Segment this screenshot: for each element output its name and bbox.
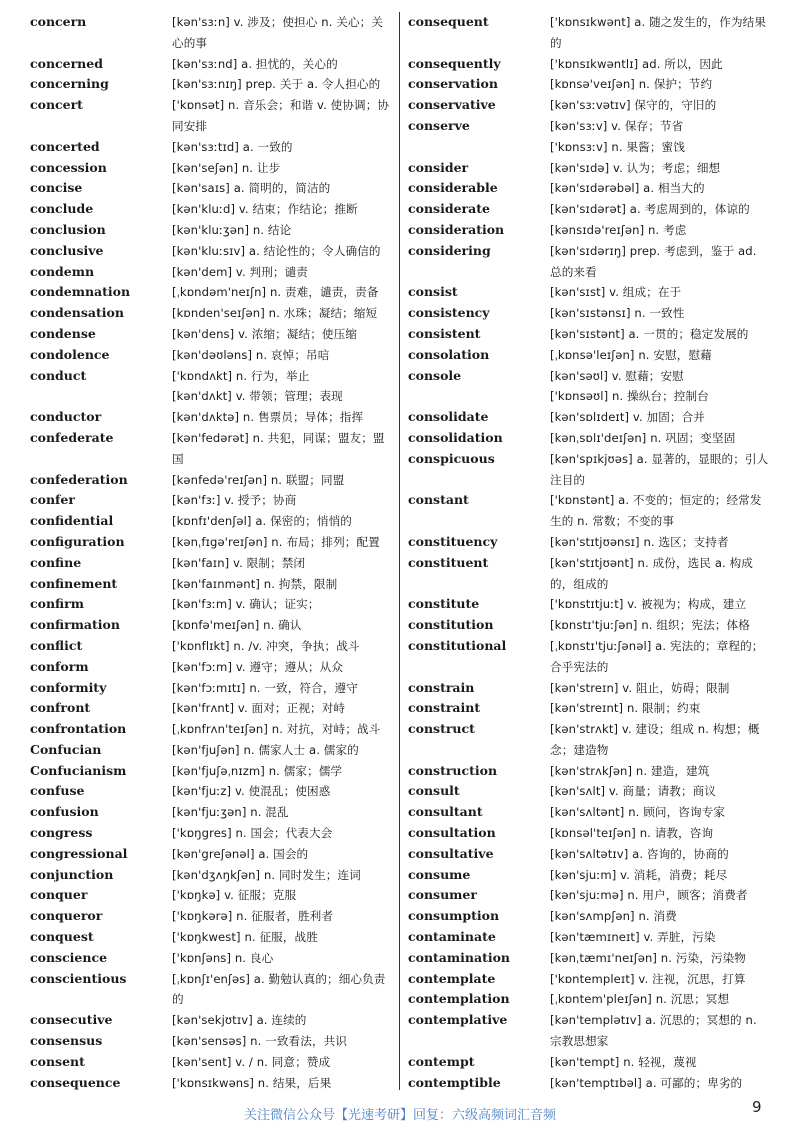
definition: [kən'sɒlɪdeɪt] v. 加固；合并 [550, 410, 705, 425]
headword: confirmation [30, 617, 120, 633]
entry-row [408, 594, 770, 615]
headword: concession [30, 159, 107, 175]
definition: [kən'fɔːmɪtɪ] n. 一致，符合，遵守 [172, 680, 358, 695]
entry-row [30, 470, 392, 491]
headword: confederation [30, 471, 128, 487]
headword: consolation [408, 346, 490, 362]
headword: conspicuous [408, 450, 495, 466]
headword: contaminate [408, 929, 496, 945]
entry-row [408, 386, 770, 407]
headword: consume [408, 866, 471, 882]
entry-row [30, 12, 392, 54]
definition: [kən'dʒʌŋkʃən] n. 同时发生；连词 [172, 867, 361, 882]
entry-row [30, 262, 392, 283]
definition: ['kɒŋgres] n. 国会；代表大会 [172, 826, 333, 841]
headword: consent [30, 1053, 85, 1069]
definition: [kən'fedərət] n. 共犯，同谋；盟友；盟国 [172, 430, 385, 466]
headword: considerable [408, 180, 498, 196]
headword: confinement [30, 575, 118, 591]
definition: [kɒnsə'veɪʃən] n. 保护；节约 [550, 77, 713, 92]
entry-row [408, 1073, 770, 1094]
headword: consultant [408, 804, 483, 820]
headword: conservative [408, 97, 496, 113]
entry-row [30, 927, 392, 948]
entry-row [30, 615, 392, 636]
entry-row [30, 324, 392, 345]
headword: conqueror [30, 908, 103, 924]
definition: [kən'frʌnt] v. 面对；正视；对峙 [172, 701, 346, 716]
headword: consistency [408, 305, 490, 321]
entry-row [30, 54, 392, 75]
entry-row [30, 802, 392, 823]
entry-row [30, 137, 392, 158]
entry-row [30, 199, 392, 220]
headword: constituency [408, 533, 498, 549]
definition: [kən'sɜːtɪd] a. 一致的 [172, 139, 293, 154]
definition: [kən'sɜːn] v. 涉及；使担心 n. 关心；关心的事 [172, 15, 384, 50]
definition: [kən'spɪkjʊəs] a. 显著的，显眼的；引人注目的 [550, 451, 769, 487]
headword: concert [30, 97, 83, 113]
entry-row [408, 865, 770, 886]
definition: [kən'sɪdərɪŋ] prep. 考虑到，鉴于 ad. 总的来看 [550, 243, 757, 279]
definition: ['kɒndʌkt] n. 行为，举止 [172, 368, 310, 383]
headword: consequence [30, 1074, 121, 1090]
headword: contemptible [408, 1074, 501, 1090]
headword: conclude [30, 201, 94, 217]
entry-row [408, 241, 770, 283]
definition: [kən'tæmɪneɪt] v. 弄脏，污染 [550, 930, 716, 945]
headword: consequently [408, 55, 501, 71]
entry-row [408, 1010, 770, 1052]
entry-row [30, 282, 392, 303]
entry-row [30, 178, 392, 199]
entry-row [30, 241, 392, 262]
definition: [kən'greʃənəl] a. 国会的 [172, 846, 309, 861]
entry-row [408, 407, 770, 428]
headword: condense [30, 325, 96, 341]
definition: [kən'stɪtjʊənt] n. 成份，选民 a. 构成的，组成的 [550, 555, 753, 591]
entry-row [30, 594, 392, 615]
headword: contemplate [408, 970, 496, 986]
page-number: 9 [752, 1098, 762, 1116]
entry-row [30, 553, 392, 574]
left-column [30, 12, 392, 1093]
headword: Confucian [30, 741, 102, 757]
entry-row [408, 761, 770, 782]
definition: [kən'sɪdərət] a. 考虑周到的，体谅的 [550, 202, 750, 217]
headword: contemplative [408, 1012, 508, 1028]
headword: consensus [30, 1033, 103, 1049]
definition: [ˌkɒntem'pleɪʃən] n. 沉思；冥想 [550, 992, 730, 1007]
entry-row [408, 199, 770, 220]
definition: [kən'streɪn] v. 阻止，妨碍；限制 [550, 680, 730, 695]
headword: conformity [30, 679, 107, 695]
definition: [kən'sɪdərəbəl] a. 相当大的 [550, 181, 705, 196]
headword: constraint [408, 700, 481, 716]
headword: confusion [30, 804, 99, 820]
definition: [kən'fjuːʒən] n. 混乱 [172, 805, 289, 820]
entry-row [408, 927, 770, 948]
headword: concern [30, 14, 87, 29]
definition: ['kɒnstənt] a. 不变的；恒定的；经常发生的 n. 常数；不变的事 [550, 493, 762, 529]
definition: [kən'sent] v. / n. 同意；赞成 [172, 1054, 331, 1069]
column-divider [399, 12, 400, 1090]
headword: conduct [30, 367, 87, 383]
entry-row [30, 74, 392, 95]
definition: ['kɒnsɜːv] n. 果酱；蜜饯 [550, 139, 685, 154]
definition: [kən'tempt] n. 轻视，蔑视 [550, 1054, 697, 1069]
definition: [kən'fɜːm] v. 确认；证实； [172, 597, 320, 612]
entry-row [30, 490, 392, 511]
headword: constant [408, 492, 469, 508]
entry-row [408, 1052, 770, 1073]
headword: considering [408, 242, 491, 258]
entry-row [30, 740, 392, 761]
entry-row [30, 407, 392, 428]
definition: ['kɒŋkərə] n. 征服者，胜利者 [172, 909, 334, 924]
headword: concise [30, 180, 83, 196]
entry-row [408, 490, 770, 532]
definition: [kən'sʌltətɪv] a. 咨询的，协商的 [550, 846, 729, 861]
definition: [kən'kluːd] v. 结束；作结论；推断 [172, 202, 358, 217]
definition: [kən'stɪtjʊənsɪ] n. 选区；支持者 [550, 534, 729, 549]
headword: consumer [408, 887, 477, 903]
entry-row [408, 137, 770, 158]
headword: configuration [30, 533, 125, 549]
entry-row [30, 636, 392, 657]
headword: contamination [408, 949, 511, 965]
entry-row [408, 969, 770, 990]
headword: construction [408, 762, 498, 778]
definition: [ˌkɒnʃɪ'enʃəs] a. 勤勉认真的；细心负责的 [172, 971, 386, 1007]
entry-row [30, 386, 392, 407]
definition: [kənsɪdə'reɪʃən] n. 考虑 [550, 222, 687, 237]
definition: [kən'sensəs] n. 一致看法，共识 [172, 1034, 348, 1049]
headword: confederate [30, 429, 114, 445]
definition: ['kɒŋkə] v. 征服；克服 [172, 888, 297, 903]
definition: [kɒnsəl'teɪʃən] n. 请教，咨询 [550, 826, 714, 841]
definition: [kən'sɜːnd] a. 担忧的，关心的 [172, 56, 338, 71]
definition: ['kɒnstɪtjuːt] v. 被视为；构成，建立 [550, 597, 747, 612]
definition: [kən'sɪstənsɪ] n. 一致性 [550, 306, 685, 321]
definition: [kənˌtæmɪ'neɪʃən] n. 污染，污染物 [550, 950, 746, 965]
headword: confrontation [30, 721, 127, 737]
entry-row [408, 95, 770, 116]
definition: [kən'templətɪv] a. 沉思的；冥想的 n. 宗教思想家 [550, 1013, 757, 1049]
definition: [ˌkɒnfrʌn'teɪʃən] n. 对抗，对峙；战斗 [172, 722, 381, 737]
headword: conscientious [30, 970, 127, 986]
definition: ['kɒnsɪkwəntlɪ] ad. 所以，因此 [550, 56, 723, 71]
entry-row [30, 657, 392, 678]
headword: contemplation [408, 991, 510, 1007]
definition: ['kɒnflɪkt] n. /v. 冲突，争执；战斗 [172, 638, 360, 653]
headword: consumption [408, 908, 500, 924]
definition: [kɒnden'seɪʃən] n. 水珠；凝结；缩短 [172, 306, 378, 321]
entry-row [408, 345, 770, 366]
definition: [kən'dem] v. 判刑；谴责 [172, 264, 308, 279]
headword: condemnation [30, 284, 131, 300]
headword: confront [30, 700, 91, 716]
entry-row [408, 54, 770, 75]
definition: [kən'dens] v. 浓缩；凝结；使压缩 [172, 326, 357, 341]
definition: [ˌkɒnsə'leɪʃən] n. 安慰，慰藉 [550, 347, 712, 362]
entry-row [30, 95, 392, 137]
headword: condemn [30, 263, 95, 279]
headword: consideration [408, 221, 505, 237]
headword: contempt [408, 1053, 475, 1069]
definition: [kən'faɪnmənt] n. 拘禁，限制 [172, 576, 338, 591]
headword: conclusion [30, 221, 106, 237]
definition: [kən'temptɪbəl] a. 可鄙的；卑劣的 [550, 1075, 743, 1090]
definition: [kən'fɔːm] v. 遵守；遵从；从众 [172, 659, 344, 674]
definition: [kən'seʃən] n. 让步 [172, 160, 281, 175]
entry-row [30, 948, 392, 969]
headword: conflict [30, 637, 83, 653]
entry-row [408, 158, 770, 179]
headword: conform [30, 658, 89, 674]
definition: [kən'faɪn] v. 限制；禁闭 [172, 555, 306, 570]
headword: construct [408, 721, 475, 737]
definition: [kən'sɪst] v. 组成；在于 [550, 285, 682, 300]
headword: confirm [30, 596, 84, 612]
entry-row [408, 553, 770, 595]
definition: [kɒnfə'meɪʃən] n. 确认 [172, 618, 302, 633]
entry-row [408, 906, 770, 927]
headword: concerning [30, 76, 109, 92]
definition: [kən'səʊl] v. 慰藉；安慰 [550, 368, 684, 383]
headword: conductor [30, 409, 102, 425]
definition: [kən'fjuːz] v. 使混乱；使困惑 [172, 784, 331, 799]
entry-row [30, 719, 392, 740]
headword: concerned [30, 55, 103, 71]
entry-row [408, 428, 770, 449]
definition: [kən'sekjʊtɪv] a. 连续的 [172, 1013, 307, 1028]
definition: [kən'sɪdə] v. 认为；考虑；细想 [550, 160, 721, 175]
definition: [kən'sʌmpʃən] n. 消费 [550, 909, 677, 924]
headword: congressional [30, 845, 128, 861]
entry-row [30, 698, 392, 719]
headword: confuse [30, 783, 85, 799]
headword: conserve [408, 117, 470, 133]
entry-row [30, 1010, 392, 1031]
headword: confine [30, 554, 82, 570]
entry-row [30, 678, 392, 699]
headword: conclusive [30, 242, 104, 258]
entry-row [408, 12, 770, 54]
headword: concerted [30, 138, 100, 154]
entry-row [408, 719, 770, 761]
definition: [kən'sʌltənt] n. 顾问，咨询专家 [550, 805, 726, 820]
definition: ['kɒntempleɪt] v. 注视，沉思，打算 [550, 971, 746, 986]
entry-row [30, 865, 392, 886]
definition: ['kɒnsəʊl] n. 操纵台；控制台 [550, 389, 709, 404]
headword: conjunction [30, 866, 114, 882]
headword: constitution [408, 617, 494, 633]
entry-row [30, 1052, 392, 1073]
entry-row [408, 615, 770, 636]
entry-row [30, 511, 392, 532]
entry-row [408, 116, 770, 137]
entry-row [408, 989, 770, 1010]
entry-row [408, 678, 770, 699]
definition: ['kɒŋkwest] n. 征服，战胜 [172, 930, 318, 945]
headword: constitutional [408, 637, 507, 653]
entry-row [30, 303, 392, 324]
definition: [kən'sjuːmə] n. 用户，顾客；消费者 [550, 888, 748, 903]
entry-row [408, 802, 770, 823]
definition: ['kɒnsət] n. 音乐会；和谐 v. 使协调；协同安排 [172, 98, 390, 133]
entry-row [408, 303, 770, 324]
headword: consider [408, 159, 469, 175]
headword: consistent [408, 325, 481, 341]
entry-row [408, 636, 770, 678]
entry-row [408, 74, 770, 95]
definition: [kən'dʌkt] v. 带领；管理；表现 [172, 389, 343, 404]
headword: considerate [408, 201, 490, 217]
definition: [kən'streɪnt] n. 限制；约束 [550, 701, 701, 716]
headword: conservation [408, 76, 498, 92]
right-column [408, 12, 770, 1093]
entry-row [408, 698, 770, 719]
definition: ['kɒnsɪkwəns] n. 结果，后果 [172, 1075, 332, 1090]
definition: [kən'fjuʃəˌnɪzm] n. 儒家；儒学 [172, 763, 343, 778]
definition: [kən'dəʊləns] n. 哀悼；吊唁 [172, 347, 330, 362]
definition: [kənfedə'reɪʃən] n. 联盟；同盟 [172, 472, 345, 487]
headword: consequent [408, 14, 489, 29]
entry-row [408, 844, 770, 865]
entry-row [30, 823, 392, 844]
entry-row [30, 532, 392, 553]
definition: [kən'kluːsɪv] a. 结论性的；令人确信的 [172, 243, 381, 258]
entry-row [30, 366, 392, 387]
entry-row [30, 885, 392, 906]
entry-row [408, 282, 770, 303]
entry-row [408, 532, 770, 553]
entry-row [30, 1031, 392, 1052]
headword: constituent [408, 554, 489, 570]
headword: confidential [30, 513, 114, 529]
definition: [kən'sɜːv] v. 保存；节省 [550, 118, 684, 133]
definition: [kən'strʌkʃən] n. 建造，建筑 [550, 763, 710, 778]
headword: confer [30, 492, 75, 508]
definition: ['kɒnsɪkwənt] a. 随之发生的，作为结果的 [550, 15, 767, 50]
headword: consecutive [30, 1012, 113, 1028]
definition: [kən'sɜːnɪŋ] prep. 关于 a. 令人担心的 [172, 77, 381, 92]
entry-row [30, 1073, 392, 1094]
entry-row [30, 158, 392, 179]
headword: constrain [408, 679, 475, 695]
headword: conquest [30, 929, 94, 945]
entry-row [408, 885, 770, 906]
definition: [kɒnfɪ'denʃəl] a. 保密的；悄悄的 [172, 514, 352, 529]
headword: condolence [30, 346, 110, 362]
headword: console [408, 367, 462, 383]
headword: consultative [408, 845, 494, 861]
entry-row [408, 220, 770, 241]
headword: consolidation [408, 429, 503, 445]
entry-row [30, 761, 392, 782]
entry-row [408, 449, 770, 491]
headword: constitute [408, 596, 480, 612]
definition: [kən'dʌktə] n. 售票员；导体；指挥 [172, 410, 364, 425]
headword: conquer [30, 887, 88, 903]
entry-row [408, 178, 770, 199]
headword: consist [408, 284, 458, 300]
entry-row [30, 220, 392, 241]
footer-promo: 关注微信公众号【光速考研】回复：六级高频词汇音频 [243, 1108, 556, 1123]
definition: [kən'saɪs] a. 简明的，简洁的 [172, 181, 331, 196]
definition: [kən'fjuʃən] n. 儒家人士 a. 儒家的 [172, 742, 359, 757]
entry-row [30, 969, 392, 1011]
headword: Confucianism [30, 762, 127, 778]
definition: [kɒnstɪ'tjuːʃən] n. 组织；宪法；体格 [550, 618, 750, 633]
headword: condensation [30, 305, 124, 321]
headword: consolidate [408, 409, 489, 425]
definition: [kən'sɜːvətɪv] 保守的，守旧的 [550, 98, 717, 113]
definition: [ˌkɒnstɪ'tjuːʃənəl] a. 宪法的；章程的；合乎宪法的 [550, 638, 764, 674]
entry-row [30, 781, 392, 802]
definition: [kənˌsɒlɪ'deɪʃən] n. 巩固；变坚固 [550, 430, 736, 445]
entry-row [408, 366, 770, 387]
definition: [kən'fɜː] v. 授予；协商 [172, 493, 297, 508]
entry-row [30, 906, 392, 927]
definition: ['kɒnʃəns] n. 良心 [172, 950, 274, 965]
entry-row [408, 948, 770, 969]
definition: [kən'kluːʒən] n. 结论 [172, 222, 292, 237]
definition: [kən'strʌkt] v. 建设；组成 n. 构想；概念；建造物 [550, 722, 760, 757]
definition: [kənˌfɪgə'reɪʃən] n. 布局；排列；配置 [172, 534, 380, 549]
entry-row [30, 428, 392, 470]
definition: [kən'sjuːm] v. 消耗，消费；耗尽 [550, 867, 728, 882]
entry-row [408, 324, 770, 345]
entry-row [408, 823, 770, 844]
headword: conscience [30, 949, 108, 965]
entry-row [30, 345, 392, 366]
definition: [kən'sɪstənt] a. 一贯的；稳定发展的 [550, 326, 749, 341]
entry-row [408, 781, 770, 802]
definition: [kən'sʌlt] v. 商量；请教；商议 [550, 784, 717, 799]
headword: consultation [408, 825, 496, 841]
entry-row [30, 844, 392, 865]
definition: [ˌkɒndəm'neɪʃn] n. 责难，谴责，责备 [172, 285, 379, 300]
headword: consult [408, 783, 460, 799]
entry-row [30, 574, 392, 595]
headword: congress [30, 825, 93, 841]
